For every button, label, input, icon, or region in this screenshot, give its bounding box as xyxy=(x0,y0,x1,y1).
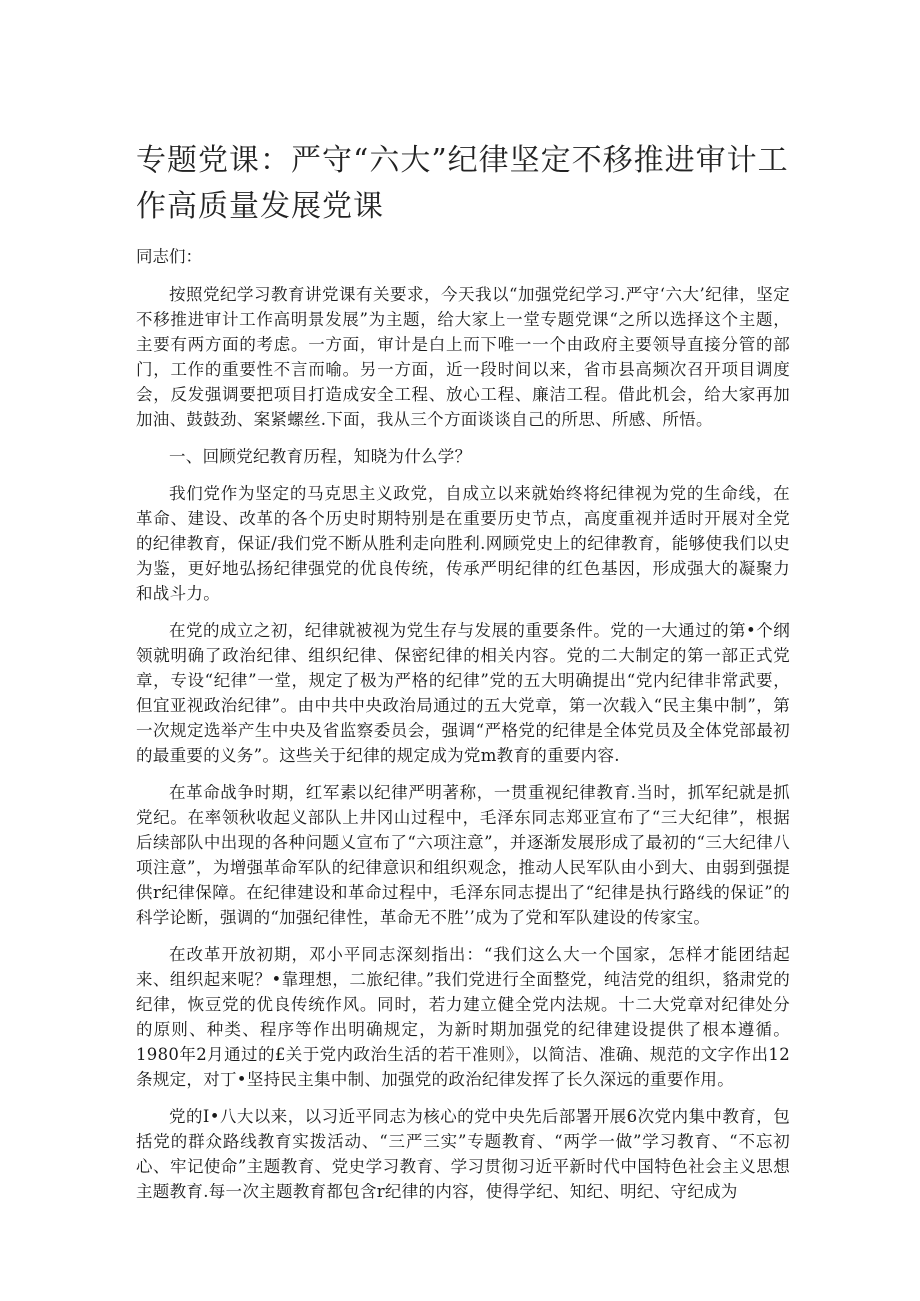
paragraph-18th-congress: 党的I•八大以来，以习近平同志为核心的党中央先后部署开展6次党内集中教育，包括党的群众路线教育实拨活动、“三严三实”专题教育、“两学一做”学习教育、“不忘初心、牢记使命”主题教育、党史学习教育、学习贯彻习近平新时代中国特色社会主义思想主题教育.每一次主题教育都包含r纪律的内容，使得学纪、知纪、明纪、守纪成为 xyxy=(136,1107,790,1201)
paragraph-founding-period: 在党的成立之初，纪律就被视为党生存与发展的重要条件。党的一大通过的第•个纲领就明确了政治纪律、组织纪律、保密纪律的相关内容。党的二大制定的第一部正式党章，专设“纪律”一堂，规定了极为严格的纪律”党的五大明确提出“党内纪律非常武要，但宜亚视政治纪律”。由中共中央政治局通过的五大党章，第一次载入“民主集中制”，第一次规定选举产生中央及省监察委员会，强调“严格党的纪律是全体党员及全体党部最初的最重要的义务”。这些关于纪律的规定成为党m教育的重要内容. xyxy=(136,621,790,765)
salutation: 同志们： xyxy=(136,247,202,266)
title-line-2: 作高质量发展党课 xyxy=(136,189,384,224)
document-title xyxy=(136,138,790,230)
paragraph-intro: 按照党纪学习教育讲党课有关要求，今天我以“加强党纪学习.严守‘六大’纪律，坚定不移推进审计工作高明景发展”为主题，给大家上一堂专题党课“之所以选择这个主题，主要有两方面的考虑。一方面，审计是白上而下唯一一个由政府主要领导直接分管的部门，工作的重要性不言而喻。另一方面，近一段时间以来，省市县高频次召开项目调度会，反发强调要把项目打造成安全工程、放心工程、廉洁工程。借此机会，给大家再加加油、鼓鼓劲、案紧螺丝.下面，我从三个方面谈谈自己的所思、所感、所悟。 xyxy=(136,285,790,429)
paragraph-reform-opening: 在改革开放初期，邓小平同志深刻指出：“我们这么大一个国家，怎样才能团结起来、组织起来呢？•靠理想，二旅纪律。”我们党进行全面整党，纯洁党的组织，貉肃党的纪律，恢豆党的优良传统作风。同时，若力建立健全党内法规。十二大党章对纪律处分的原则、种类、程序等作出明确规定，为新时期加强党的纪律建设提供了根本遵循。1980年2月通过的£关于党内政治生活的若干准则》，以简洁、准确、规范的文字作出12条规定，对丁•坚持民主集中制、加强党的政治纪律发挥了长久深远的重要作用。 xyxy=(136,945,790,1089)
paragraph-party-discipline: 我们党作为坚定的马克思主义政党，自成立以来就始终将纪律视为党的生命线，在革命、建设、改革的各个历史时期特别是在重要历史节点，高度重视并适时开展对全党的纪律教育，保证/我们党不断从胜利走向胜利.网顾党史上的纪律教育，能够使我们以史为鉴，更好地弘扬纪律强党的优良传统，传承严明纪律的红色基因，形成强大的凝聚力和战斗力。 xyxy=(136,484,790,603)
paragraph-revolutionary-war: 在革命战争时期，红军素以纪律严明著称，一贯重视纪律教育.当时，抓军纪就是抓党纪。在率领秋收起义部队上井冈山过程中，毛泽东同志郑亚宣布了“三大纪律”，根据后续部队中出现的各种问题乂宣布了“六项注意”，并逐渐发展形成了最初的“三大纪律八项注意”，为增强革命军队的纪律意识和组织观念，推动人民军队由小到大、由弱到强提供r纪律保障。在纪律建设和革命过程中，毛泽东同志提出了“纪律是执行路线的保证”的科学论断，强调的“加强纪律性，革命无不胜’’成为了党和军队建设的传家宝。 xyxy=(136,783,790,927)
section-heading-1: 一、回顾党纪教育历程，知晓为什么学？ xyxy=(169,447,472,466)
title-line-1: 专题党课：严守“六大”纪律坚定不移推进审计工 xyxy=(136,143,789,178)
document-page xyxy=(136,138,790,1216)
